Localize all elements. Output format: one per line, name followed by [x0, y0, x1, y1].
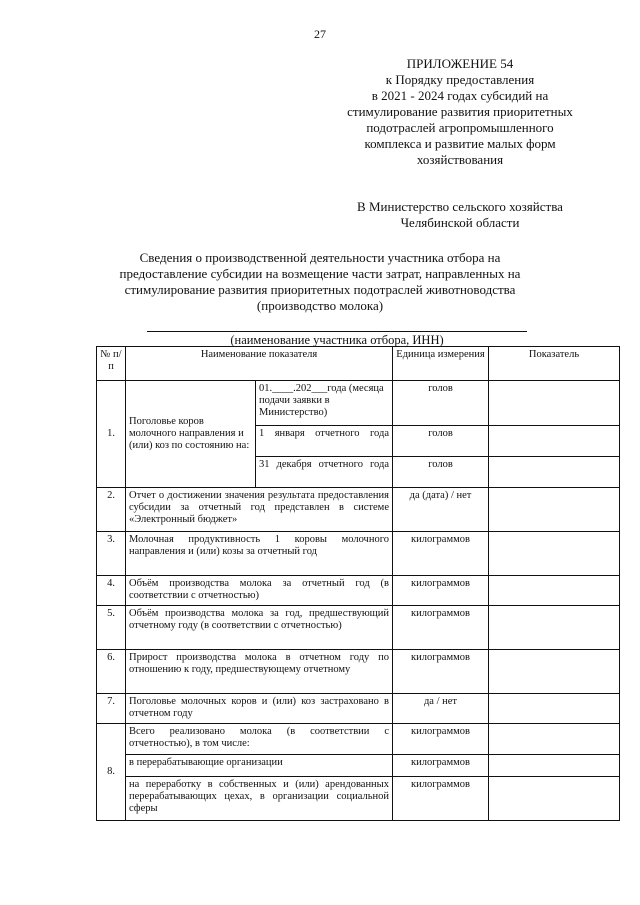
row-name: Поголовье молочных коров и (или) коз застраховано в отчетном году — [126, 694, 393, 724]
table-row — [97, 576, 620, 606]
row-sublabel: Всего реализовано молока (в соответствии с отчетностью), в том числе: — [126, 724, 393, 755]
row-unit: килограммов — [393, 650, 489, 694]
row-unit: килограммов — [393, 777, 489, 821]
table-row — [97, 724, 620, 755]
table-row — [97, 532, 620, 576]
table-row — [97, 777, 620, 821]
row-name: Прирост производства молока в отчетном году по отношению к году, предшествующему отчетному — [126, 650, 393, 694]
row-unit: голов — [393, 381, 489, 426]
appendix-line: подотраслей агропромышленного — [366, 120, 554, 135]
row-unit: да / нет — [393, 694, 489, 724]
table-row — [97, 606, 620, 650]
row-num: 3. — [97, 532, 126, 576]
row-name: Объём производства молока за отчетный год (в соответствии с отчетностью) — [126, 576, 393, 606]
row-num: 8. — [97, 724, 126, 821]
table-row — [97, 650, 620, 694]
appendix-line: комплекса и развитие малых форм — [364, 136, 556, 151]
row-num: 7. — [97, 694, 126, 724]
row-unit: да (дата) / нет — [393, 488, 489, 532]
table-row — [97, 694, 620, 724]
recipient-line: Челябинской области — [400, 215, 520, 230]
row-value-cell[interactable] — [489, 426, 620, 457]
recipient-line: В Министерство сельского хозяйства — [357, 199, 563, 214]
row-value-cell[interactable] — [489, 755, 620, 777]
row-value-cell[interactable] — [489, 694, 620, 724]
row-sublabel: 01.____.202___года (месяца подачи заявки в Министерство) — [256, 381, 393, 426]
title-line: (производство молока) — [256, 298, 384, 313]
row-name: Поголовье коров молочного направления и (или) коз по состоянию на: — [126, 381, 256, 488]
row-sublabel: 1 января отчетного года — [256, 426, 393, 457]
row-name: Объём производства молока за год, предшествующий отчетному году (в соответствии с отчетностью) — [126, 606, 393, 650]
title-line: Сведения о производственной деятельности участника отбора на — [139, 250, 501, 265]
row-value-cell[interactable] — [489, 777, 620, 821]
row-num: 5. — [97, 606, 126, 650]
indicators-table — [96, 346, 620, 821]
row-value-cell[interactable] — [489, 488, 620, 532]
row-unit: килограммов — [393, 532, 489, 576]
row-unit: килограммов — [393, 606, 489, 650]
table-row — [97, 488, 620, 532]
recipient-block — [320, 199, 600, 231]
appendix-line: стимулирование развития приоритетных — [347, 104, 573, 119]
row-name: Молочная продуктивность 1 коровы молочного направления и (или) козы за отчетный год — [126, 532, 393, 576]
table-row — [97, 381, 620, 426]
title-line: предоставление субсидии на возмещение части затрат, направленных на — [119, 266, 521, 281]
header-value: Показатель — [489, 347, 620, 381]
table-header-row — [97, 347, 620, 381]
title-line: стимулирование развития приоритетных подотраслей животноводства — [124, 282, 516, 297]
row-unit: килограммов — [393, 755, 489, 777]
row-num: 4. — [97, 576, 126, 606]
row-value-cell[interactable] — [489, 576, 620, 606]
row-name: Отчет о достижении значения результата предоставления субсидии за отчетный год представлен в системе «Электронный бюджет» — [126, 488, 393, 532]
document-title — [75, 250, 565, 314]
table-row — [97, 755, 620, 777]
appendix-line: в 2021 - 2024 годах субсидий на — [371, 88, 549, 103]
row-unit: голов — [393, 457, 489, 488]
row-sublabel: 31 декабря отчетного года — [256, 457, 393, 488]
appendix-line: хозяйствования — [416, 152, 504, 167]
appendix-line: к Порядку предоставления — [385, 72, 535, 87]
row-value-cell[interactable] — [489, 457, 620, 488]
row-sublabel: в перерабатывающие организации — [126, 755, 393, 777]
page-number: 27 — [314, 27, 326, 41]
header-name: Наименование показателя — [126, 347, 393, 381]
participant-fill-line[interactable] — [147, 331, 527, 332]
row-unit: килограммов — [393, 724, 489, 755]
row-unit: голов — [393, 426, 489, 457]
appendix-line: ПРИЛОЖЕНИЕ 54 — [406, 56, 514, 71]
row-num: 6. — [97, 650, 126, 694]
header-unit: Единица измерения — [393, 347, 489, 381]
row-value-cell[interactable] — [489, 606, 620, 650]
row-value-cell[interactable] — [489, 381, 620, 426]
row-num: 1. — [97, 381, 126, 488]
row-value-cell[interactable] — [489, 650, 620, 694]
row-unit: килограммов — [393, 576, 489, 606]
row-num: 2. — [97, 488, 126, 532]
row-sublabel: на переработку в собственных и (или) арендованных перерабатывающих цехах, в организации социальной сферы — [126, 777, 393, 821]
row-value-cell[interactable] — [489, 724, 620, 755]
row-value-cell[interactable] — [489, 532, 620, 576]
header-num: № п/п — [97, 347, 126, 381]
appendix-header — [320, 56, 600, 168]
participant-caption: (наименование участника отбора, ИНН) — [230, 333, 444, 347]
